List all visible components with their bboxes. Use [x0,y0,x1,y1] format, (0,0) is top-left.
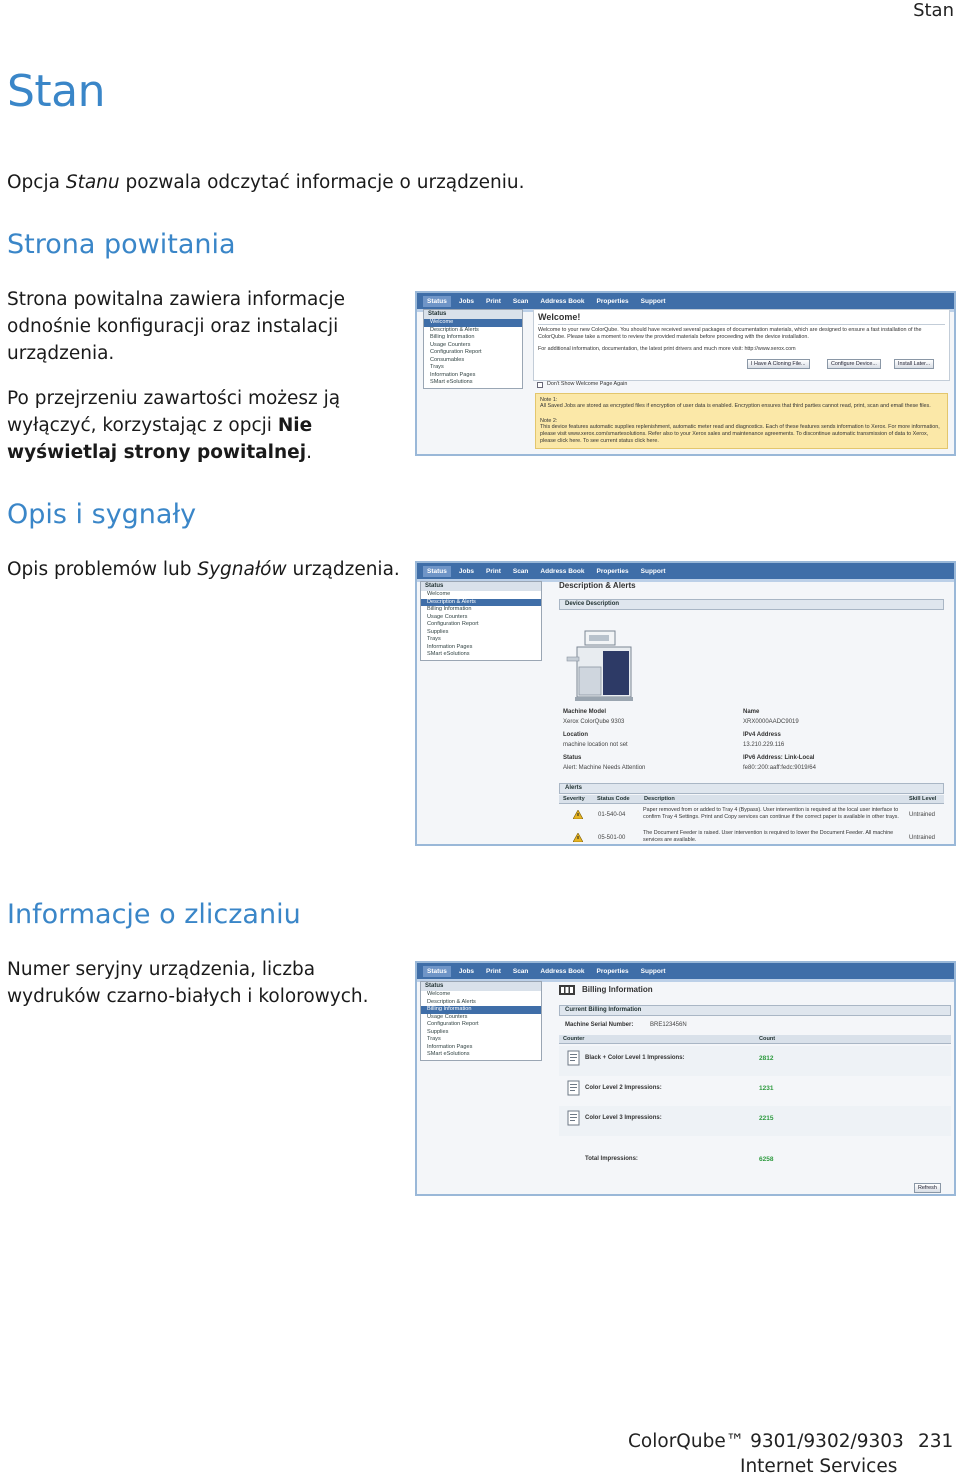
sidebar-heading: Status [424,310,522,319]
text-line: odnośnie konfiguracji oraz instalacji [7,316,339,337]
col-skill-level[interactable]: Skill Level [909,796,937,802]
screenshot-welcome [415,291,956,456]
row-background [559,1106,951,1136]
tab-support[interactable]: Support [640,567,666,575]
screenshot-billing [415,961,956,1196]
sidebar-item-configuration-report[interactable]: Configuration Report [427,621,479,627]
warning-icon [573,833,583,842]
sidebar-heading: Status [421,582,541,591]
col-description[interactable]: Description [644,796,675,802]
document-icon [567,1080,581,1096]
counter-grid-header [559,1035,951,1044]
status-sidebar [423,309,523,389]
text-line: Strona powitalna zawiera informacje [7,289,346,310]
page-title: Stan [7,66,106,117]
text-line: Numer seryjny urządzenia, liczba [7,959,316,980]
alerts-paragraph [7,556,400,583]
billing-paragraph [7,956,369,1010]
note-1-text: All Saved Jobs are stored as encrypted files if encryption of user data is enabled. Encryption ensures that third parties cannot read, print, scan and email these files. [540,403,931,409]
tab-print[interactable]: Print [486,567,501,575]
counter-label: Black + Color Level 1 Impressions: [585,1055,685,1061]
text-line: wydruków czarno-białych i kolorowych. [7,986,369,1007]
welcome-link-text: For additional information, documentation, the latest print drivers and much more visit: http://www.xerox.com [538,346,796,352]
tab-bar [417,563,954,579]
dont-show-checkbox[interactable] [537,382,543,388]
section-title-alerts: Opis i sygnały [7,499,197,530]
running-header: Stan [913,0,954,21]
welcome-panel [533,309,950,381]
ipv6-value: fe80::200:aaff:fedc:9019/64 [743,765,816,771]
status-sidebar [420,981,542,1061]
tab-jobs[interactable]: Jobs [458,567,475,575]
welcome-text: Welcome to your new ColorQube. You should have received several packages of documentation materials, which are designed to ensure a fast installation of the ColorQube. Please take a moment to review the provided materials before proceeding with the device installation. [538,327,922,340]
location-value: machine location not set [563,742,628,748]
name-value: XRX0000AADC9019 [743,719,799,725]
col-counter[interactable]: Counter [563,1036,585,1042]
note-1-heading: Note 1: [540,397,558,403]
alert-skill: Untrained [909,812,936,818]
document-icon [567,1050,581,1066]
text-run: Opis problemów lub [7,559,198,580]
serial-label: Machine Serial Number: [565,1022,634,1028]
sidebar-item-supplies[interactable]: Supplies [427,1028,449,1035]
intro-paragraph [7,169,524,196]
text-run: urządzenia. [286,559,400,580]
intro-text-end: pozwala odczytać informacje o urządzeniu. [119,172,525,193]
panel-title: Billing Information [582,985,653,994]
counter-label: Color Level 3 Impressions: [585,1115,662,1121]
alert-description: Paper removed from or added to Tray 4 (Bypass). User intervention is required at the local user interface to confirm Tray 4 Settings. Print and Copy services can continue if the correct paper is available in other trays. [643,807,899,820]
sidebar-item-welcome[interactable]: Welcome [424,319,522,327]
col-count[interactable]: Count [759,1036,776,1042]
text-italic: Sygnałów [197,559,287,580]
sidebar-item-trays[interactable]: Trays [427,636,441,642]
refresh-button[interactable]: Refresh [914,1183,941,1193]
text-run: . [306,442,312,463]
tab-bar [417,293,954,309]
sidebar-item-smart-esolutions[interactable]: SMart eSolutions [427,651,470,657]
text-line: urządzenia. [7,343,115,364]
tab-scan[interactable]: Scan [512,297,529,305]
sidebar-item-smart-esolutions[interactable]: SMart eSolutions [427,1051,470,1057]
counter-value: 2215 [759,1115,774,1122]
welcome-paragraph-2 [7,385,340,466]
col-status-code[interactable]: Status Code [597,796,630,802]
sidebar-item-configuration-report[interactable]: Configuration Report [430,349,482,355]
document-icon [567,1110,581,1126]
tab-address-book[interactable]: Address Book [540,567,585,575]
tab-status[interactable]: Status [423,566,451,577]
note-2-heading: Note 2: [540,418,558,424]
intro-italic: Stanu [65,172,120,193]
install-later-button[interactable]: Install Later... [894,359,934,369]
sidebar-heading: Status [421,982,541,991]
machine-model-value: Xerox ColorQube 9303 [563,719,625,725]
divider [538,324,945,325]
ipv6-label: IPv6 Address: Link-Local [743,755,815,761]
page-number: 231 [918,1431,954,1452]
sidebar-item-usage-counters[interactable]: Usage Counters [427,1013,468,1020]
sidebar-item-information-pages[interactable]: Information Pages [427,643,473,650]
sidebar-item-consumables[interactable]: Consumables [430,356,465,363]
row-background [559,1046,951,1076]
note-2-text: This device features automatic supplies replenishment, automatic meter read and diagnostics. Each of these features sends information to Xerox. For more information, please visit www.xerox.com/smartesolutions. Refer also to your Xerox sales and maintenance agreements. To discontinue automatic transmission of data to Xerox, please click here. To see current status click here. [540,424,940,444]
intro-text: Opcja [7,172,66,193]
sidebar-item-billing[interactable]: Billing Information [427,606,472,612]
tab-status[interactable]: Status [423,966,451,977]
tab-print[interactable]: Print [486,297,501,305]
sidebar-item-usage-counters[interactable]: Usage Counters [427,613,468,620]
sidebar-item-description-alerts[interactable]: Description & Alerts [427,998,476,1005]
total-value: 6258 [759,1156,774,1163]
notes-box [535,393,948,449]
col-severity[interactable]: Severity [563,796,585,802]
status-value: Alert: Machine Needs Attention [563,765,646,771]
sidebar-item-smart-esolutions[interactable]: SMart eSolutions [430,379,473,385]
tab-properties[interactable]: Properties [596,967,629,975]
counter-label: Color Level 2 Impressions: [585,1085,662,1091]
tab-address-book[interactable]: Address Book [540,967,585,975]
machine-model-label: Machine Model [563,709,607,715]
cloning-file-button[interactable]: I Have A Cloning File... [747,359,810,369]
warning-icon [573,810,583,819]
sidebar-item-information-pages[interactable]: Information Pages [427,1043,473,1050]
tab-status[interactable]: Status [423,296,451,307]
tab-print[interactable]: Print [486,967,501,975]
welcome-paragraph-1 [7,286,345,367]
sidebar-item-trays[interactable]: Trays [430,364,444,370]
option-name: Nie [277,415,313,436]
printer-icon [563,627,645,703]
total-label: Total Impressions: [585,1156,638,1162]
tab-support[interactable]: Support [640,297,666,305]
footer-subtitle: Internet Services [740,1456,898,1477]
text-line [7,412,340,439]
footer-product: ColorQube™ 9301/9302/9303 [628,1431,904,1452]
tab-support[interactable]: Support [640,967,666,975]
tab-properties[interactable]: Properties [596,567,629,575]
alerts-grid-header [559,795,944,804]
section-title-billing: Informacje o zliczaniu [7,899,301,930]
sidebar-item-welcome[interactable]: Welcome [427,991,451,997]
sidebar-item-billing[interactable]: Billing Information [430,334,475,340]
current-billing-bar: Current Billing Information [559,1005,951,1016]
sidebar-item-description-alerts[interactable]: Description & Alerts [430,326,479,333]
screenshot-description-alerts [415,561,956,846]
option-name: wyświetlaj strony powitalnej [7,442,307,463]
sidebar-item-configuration-report[interactable]: Configuration Report [427,1021,479,1027]
sidebar-item-supplies[interactable]: Supplies [427,628,449,635]
sidebar-item-usage-counters[interactable]: Usage Counters [430,341,471,348]
panel-title: Description & Alerts [559,581,636,590]
name-label: Name [743,709,760,715]
sidebar-item-information-pages[interactable]: Information Pages [430,371,476,378]
welcome-title: Welcome! [538,312,581,322]
alert-code: 05-501-00 [598,835,626,841]
counter-value: 1231 [759,1085,774,1092]
tab-scan[interactable]: Scan [512,967,529,975]
text-line [7,439,340,466]
tab-address-book[interactable]: Address Book [540,297,585,305]
alert-description: The Document Feeder is raised. User intervention is required to lower the Document Feeder. All machine services are available. [643,830,894,843]
location-label: Location [563,732,588,738]
tab-properties[interactable]: Properties [596,297,629,305]
alerts-bar: Alerts [559,783,944,794]
meter-icon [559,985,575,995]
status-sidebar [420,581,542,661]
ipv4-value: 13.210.229.116 [743,742,785,748]
configure-device-button[interactable]: Configure Device... [827,359,881,369]
tab-scan[interactable]: Scan [512,567,529,575]
alert-code: 01-540-04 [598,812,626,818]
serial-value: BRE123456N [650,1022,687,1028]
tab-jobs[interactable]: Jobs [458,297,475,305]
tab-bar [417,963,954,979]
sidebar-item-welcome[interactable]: Welcome [427,591,451,597]
device-description-bar: Device Description [559,599,944,610]
section-title-welcome: Strona powitania [7,229,236,260]
sidebar-item-billing[interactable]: Billing Information [421,1006,541,1014]
text-run: wyłączyć, korzystając z opcji [7,415,278,436]
tab-jobs[interactable]: Jobs [458,967,475,975]
alert-skill: Untrained [909,835,936,841]
sidebar-item-trays[interactable]: Trays [427,1036,441,1042]
ipv4-label: IPv4 Address [743,732,781,738]
status-label: Status [563,755,582,761]
text-line: Po przejrzeniu zawartości możesz ją [7,388,341,409]
counter-value: 2812 [759,1055,774,1062]
sidebar-item-description-alerts[interactable]: Description & Alerts [421,599,541,607]
dont-show-label: Don't Show Welcome Page Again [547,381,628,387]
